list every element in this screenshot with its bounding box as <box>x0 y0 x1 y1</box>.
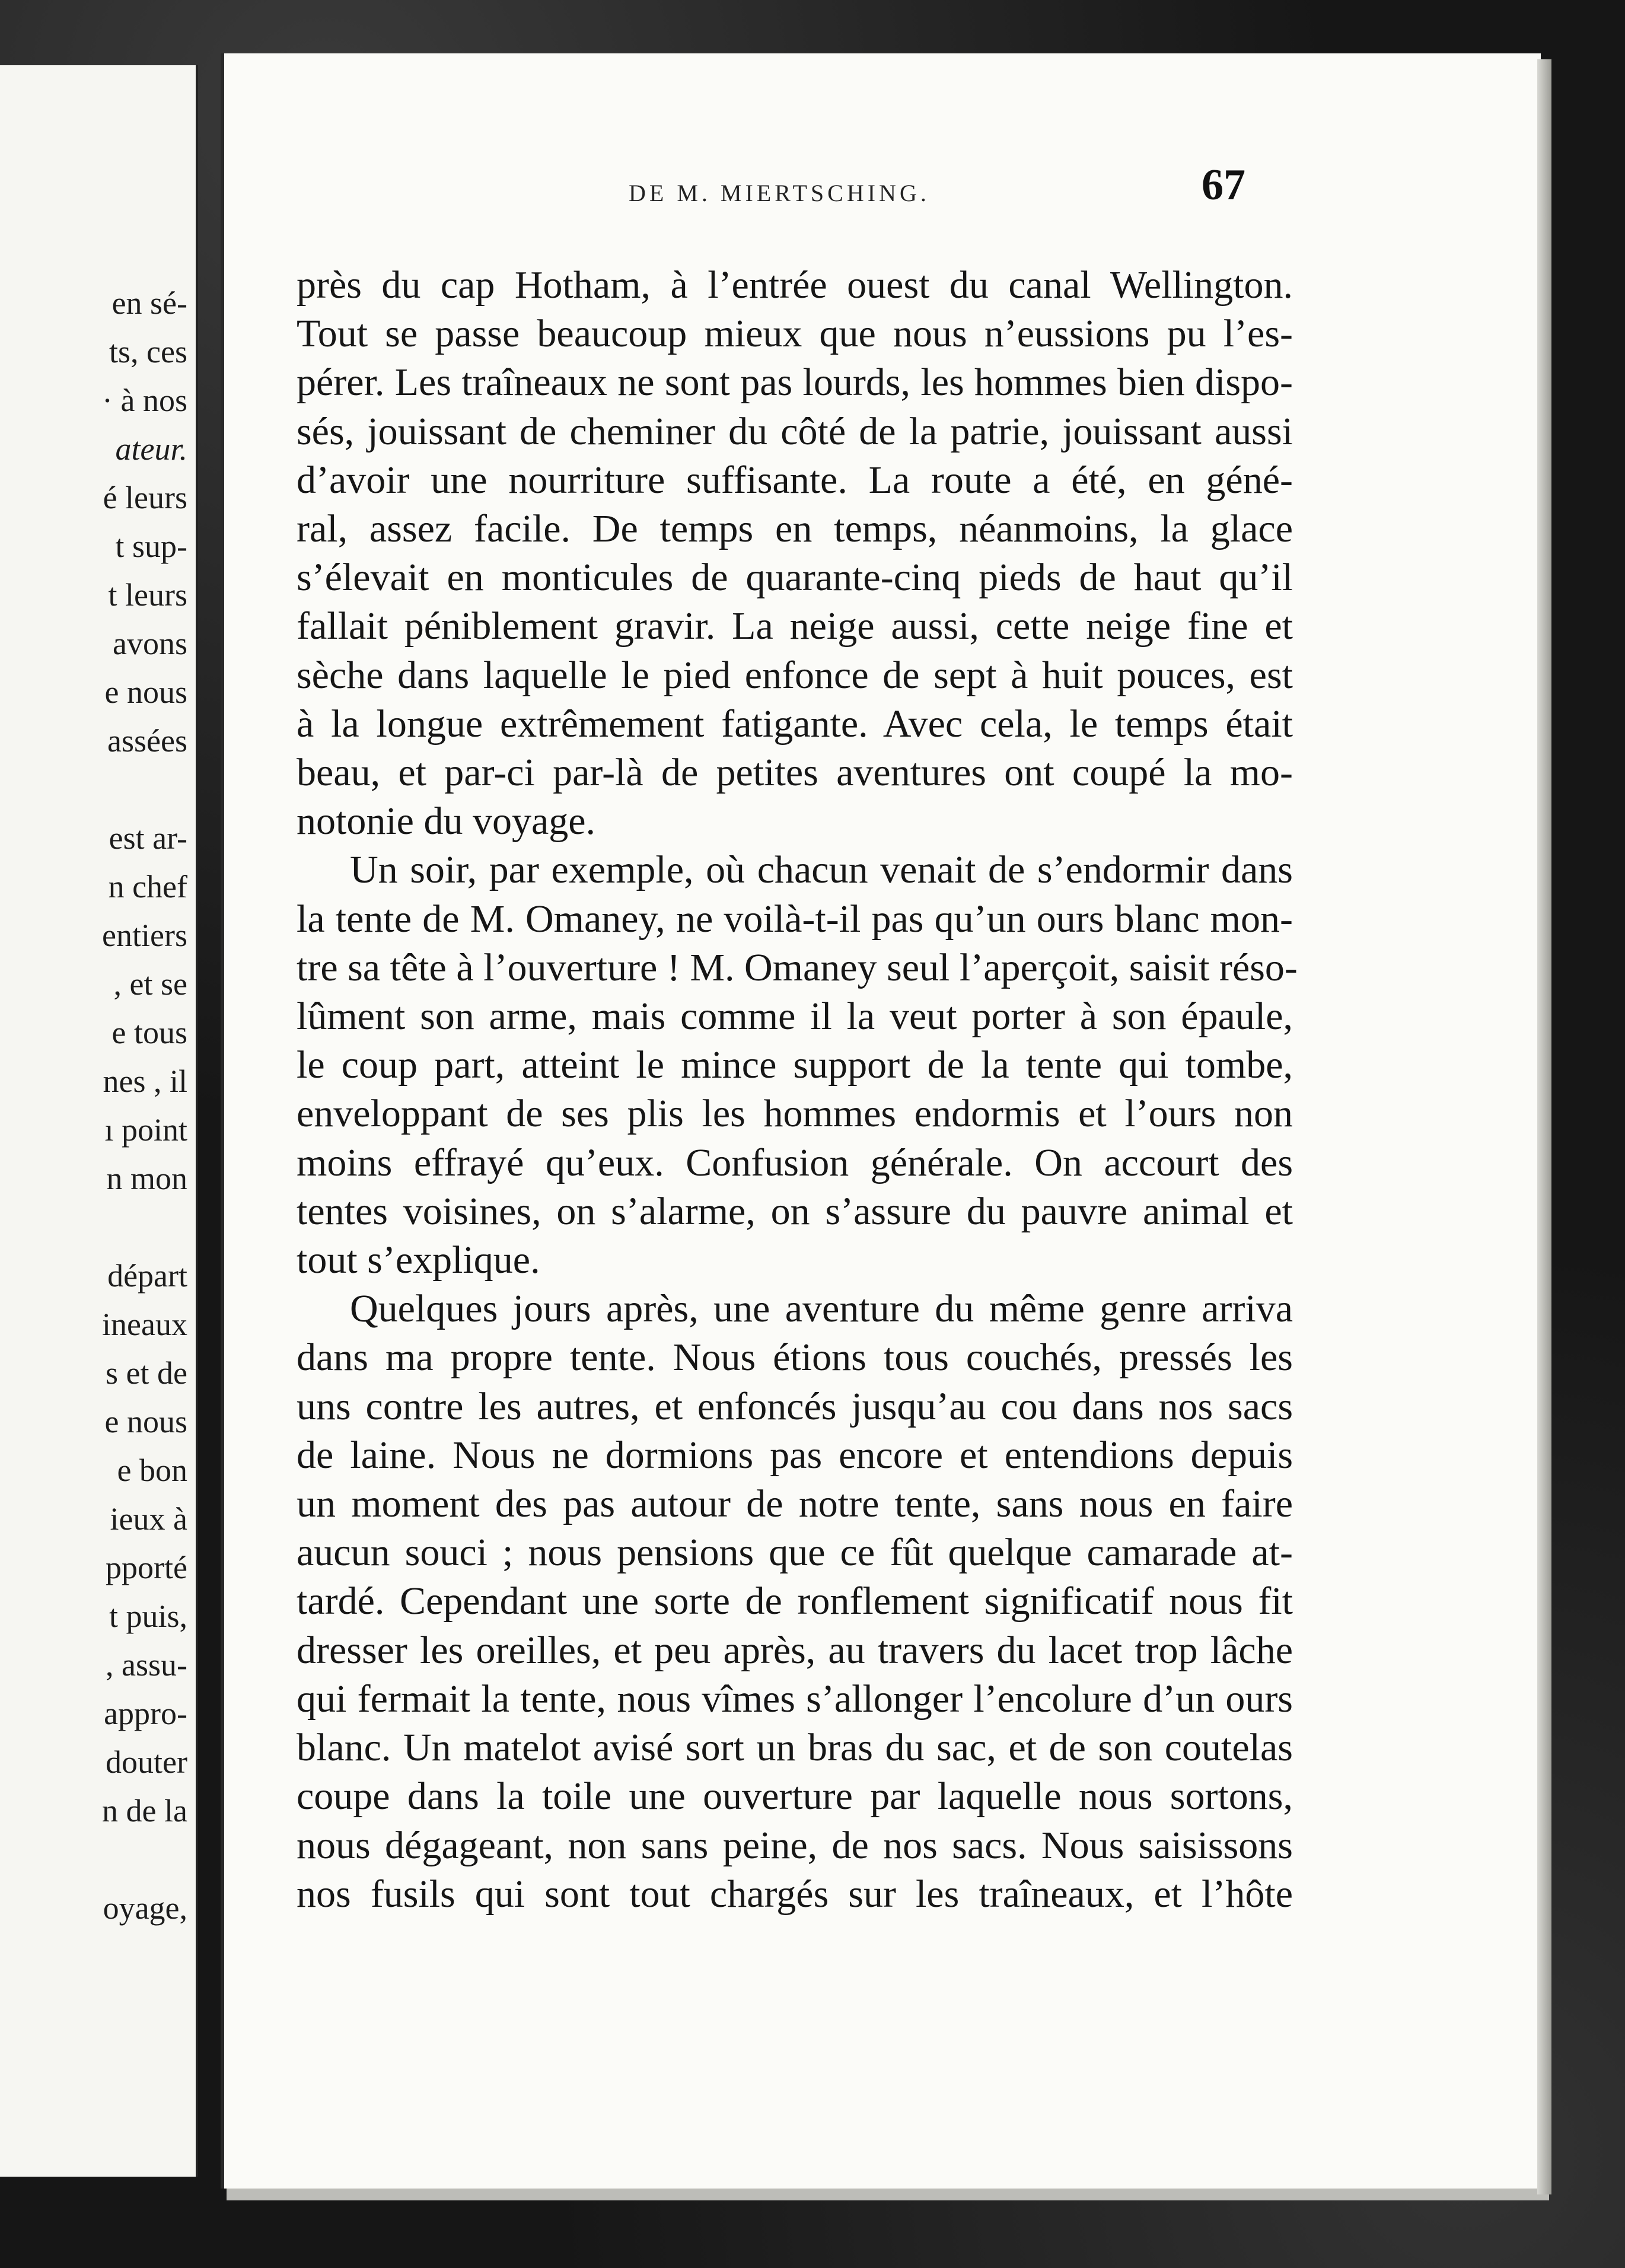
left-paragraph-gap <box>9 1835 187 1884</box>
left-line: t sup- <box>115 528 187 564</box>
left-line: ateur. <box>115 431 187 467</box>
text-line: sés, jouissant de cheminer du côté de la patrie, jouissant aussi <box>297 409 1293 453</box>
text-line: coupe dans la toile une ouverture par laquelle nous sortons, <box>297 1775 1293 1818</box>
left-line: n chef <box>108 869 187 904</box>
text-line: lûment son arme, mais comme il la veut porter à son épaule, <box>297 995 1293 1039</box>
body-text <box>297 261 1298 1919</box>
left-line: s et de <box>106 1355 187 1391</box>
text-line: beau, et par-ci par-là de petites aventures ont coupé la mo- <box>297 751 1293 795</box>
text-line: ral, assez facile. De temps en temps, néanmoins, la glace <box>297 507 1293 551</box>
left-line: n de la <box>102 1793 187 1829</box>
left-line: ts, ces <box>109 334 187 369</box>
left-line: nes , il <box>103 1063 187 1099</box>
left-line: ı point <box>104 1112 187 1148</box>
left-line: e tous <box>111 1015 187 1050</box>
left-line: ineaux <box>102 1307 187 1342</box>
text-line: la tente de M. Omaney, ne voilà-t-il pas qu’un ours blanc mon- <box>297 897 1293 941</box>
left-paragraph-gap <box>9 765 187 814</box>
text-line: dans ma propre tente. Nous étions tous couchés, pressés les <box>297 1336 1293 1380</box>
text-line: à la longue extrêmement fatigante. Avec cela, le temps était <box>297 702 1293 746</box>
left-line: e bon <box>117 1452 187 1488</box>
left-line: en sé- <box>111 285 187 321</box>
left-page-text <box>9 279 187 1932</box>
page-edge <box>1537 59 1551 2194</box>
left-line: ieux à <box>110 1501 187 1537</box>
text-line: d’avoir une nourriture suffisante. La route a été, en géné- <box>297 458 1293 502</box>
left-line: e nous <box>104 674 187 710</box>
left-line: é leurs <box>103 480 187 515</box>
left-line: · à nos <box>102 383 187 418</box>
left-line: n mon <box>106 1161 187 1196</box>
text-line: nous dégageant, non sans peine, de nos sacs. Nous saisissons <box>297 1823 1293 1867</box>
text-line: Tout se passe beaucoup mieux que nous n’eussions pu l’es- <box>297 312 1293 356</box>
text-line: le coup part, atteint le mince support de la tente qui tombe, <box>297 1043 1293 1087</box>
text-line: tentes voisines, on s’alarme, on s’assure du pauvre animal et <box>297 1189 1293 1233</box>
text-line: tout s’explique. <box>297 1238 540 1282</box>
text-line: près du cap Hotham, à l’entrée ouest du canal Wellington. <box>297 263 1293 307</box>
left-paragraph-gap <box>9 1203 187 1251</box>
text-line: un moment des pas autour de notre tente, sans nous en faire <box>297 1482 1293 1526</box>
text-line: sèche dans laquelle le pied enfonce de sept à huit pouces, est <box>297 653 1293 697</box>
text-line: Quelques jours après, une aventure du même genre arriva <box>350 1287 1293 1331</box>
text-line: dresser les oreilles, et peu après, au travers du lacet trop lâche <box>297 1628 1293 1672</box>
left-line: t leurs <box>108 577 187 613</box>
text-line: Un soir, par exemple, où chacun venait de s’endormir dans <box>350 848 1293 892</box>
left-line: e nous <box>104 1404 187 1439</box>
left-line: assées <box>107 723 187 759</box>
text-line: tre sa tête à l’ouverture ! M. Omaney seul l’aperçoit, saisit réso- <box>297 945 1298 989</box>
left-line: douter <box>106 1744 187 1780</box>
text-line: qui fermait la tente, nous vîmes s’allonger l’encolure d’un ours <box>297 1677 1293 1721</box>
text-line: moins effrayé qu’eux. Confusion générale. On accourt des <box>297 1141 1293 1184</box>
left-line: est ar- <box>109 820 187 856</box>
left-line: oyage, <box>103 1890 187 1926</box>
left-page-fragment <box>0 65 198 2177</box>
text-line: uns contre les autres, et enfoncés jusqu’au cou dans nos sacs <box>297 1384 1293 1428</box>
text-line: s’élevait en monticules de quarante-cinq pieds de haut qu’il <box>297 556 1293 600</box>
text-line: enveloppant de ses plis les hommes endormis et l’ours non <box>297 1092 1293 1136</box>
text-line: blanc. Un matelot avisé sort un bras du sac, et de son coutelas <box>297 1726 1293 1770</box>
page-header <box>427 160 1257 231</box>
text-line: notonie du voyage. <box>297 799 596 843</box>
left-line: départ <box>107 1258 187 1294</box>
left-line: , et se <box>113 966 187 1002</box>
text-line: tardé. Cependant une sorte de ronflement significatif nous fit <box>297 1579 1293 1623</box>
left-line: avons <box>113 626 187 661</box>
running-head: DE M. MIERTSCHING. <box>629 180 930 206</box>
left-line: entiers <box>102 918 187 953</box>
left-line: appro- <box>104 1696 187 1731</box>
text-line: nos fusils qui sont tout chargés sur les traîneaux, et l’hôte <box>297 1872 1293 1916</box>
page-number: 67 <box>1202 161 1245 209</box>
text-line: pérer. Les traîneaux ne sont pas lourds, les hommes bien dispo- <box>297 361 1293 404</box>
left-line: pporté <box>106 1550 187 1585</box>
text-line: de laine. Nous ne dormions pas encore et entendions depuis <box>297 1433 1293 1477</box>
left-line: , assu- <box>106 1647 187 1683</box>
left-line: t puis, <box>109 1598 187 1634</box>
text-line: aucun souci ; nous pensions que ce fût quelque camarade at- <box>297 1531 1293 1575</box>
text-line: fallait péniblement gravir. La neige aussi, cette neige fine et <box>297 604 1293 648</box>
